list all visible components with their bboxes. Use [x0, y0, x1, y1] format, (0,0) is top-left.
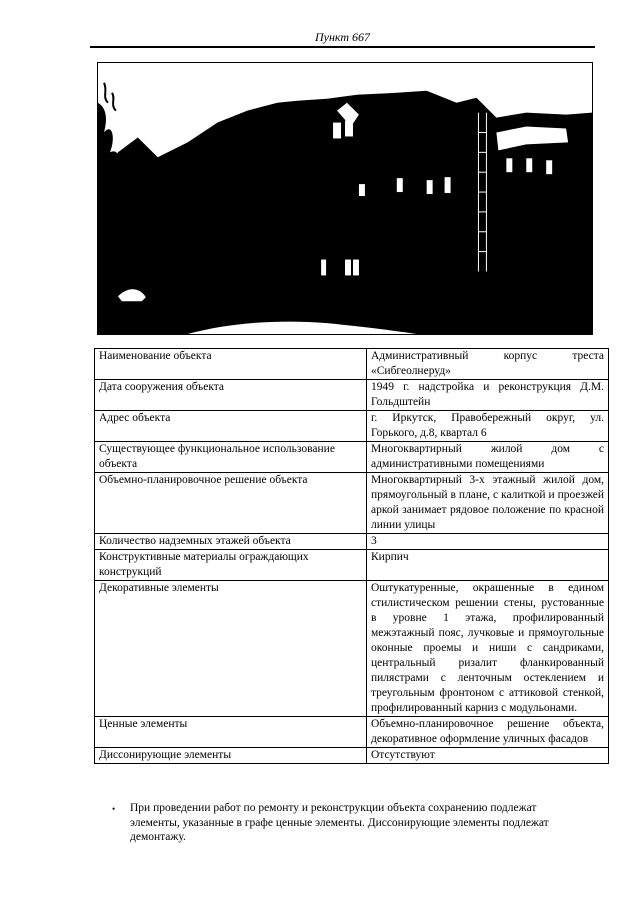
row-label: Ценные элементы	[95, 717, 367, 748]
row-value: Отсутствуют	[367, 748, 609, 764]
row-label: Объемно-планировочное решение объекта	[95, 473, 367, 534]
table-row	[95, 442, 609, 473]
table-row	[95, 349, 609, 380]
table-row	[95, 411, 609, 442]
row-label: Адрес объекта	[95, 411, 367, 442]
row-label: Конструктивные материалы ограждающих конструкций	[95, 550, 367, 581]
table-row	[95, 748, 609, 764]
row-value: Многоквартирный 3-х этажный жилой дом, прямоугольный в плане, с калиткой и проезжей аркой занимает рядовое положение по красной линии улицы	[367, 473, 609, 534]
building-photo	[97, 62, 593, 335]
table-row	[95, 550, 609, 581]
row-value: 1949 г. надстройка и реконструкция Д.М. Гольдштейн	[367, 380, 609, 411]
object-passport-table	[94, 348, 609, 764]
table-row	[95, 717, 609, 748]
row-value: Оштукатуренные, окрашенные в едином стилистическом решении стены, рустованные в уровне 1 этажа, профилированный межэтажный пояс, лучковые и прямоугольные оконные проемы и ниши с сандриками, центральный ризалит фланкированный пилястрами с ленточным остеклением и треугольным фронтоном с аттиковой стенкой, профилированный карниз с модульонами.	[367, 581, 609, 717]
header-divider	[90, 46, 595, 48]
bullet-icon: •	[112, 804, 116, 814]
row-label: Количество надземных этажей объекта	[95, 534, 367, 550]
table-row	[95, 581, 609, 717]
row-value: Кирпич	[367, 550, 609, 581]
table-row	[95, 534, 609, 550]
table-row	[95, 473, 609, 534]
row-label: Декоративные элементы	[95, 581, 367, 717]
row-label: Диссонирующие элементы	[95, 748, 367, 764]
table-row	[95, 380, 609, 411]
row-label: Дата сооружения объекта	[95, 380, 367, 411]
row-value: Административный корпус треста «Сибгеолнеруд»	[367, 349, 609, 380]
row-value: Объемно-планировочное решение объекта, декоративное оформление уличных фасадов	[367, 717, 609, 748]
row-label: Существующее функциональное использование объекта	[95, 442, 367, 473]
preservation-note	[94, 801, 614, 845]
building-photo-icon	[98, 63, 592, 334]
note-text: При проведении работ по ремонту и реконструкции объекта сохранению подлежат элементы, указанные в графе ценные элементы. Диссонирующие элементы подлежат демонтажу.	[130, 802, 549, 843]
row-value: Многоквартирный жилой дом с административными помещениями	[367, 442, 609, 473]
page-title: Пункт 667	[314, 30, 371, 44]
row-value: г. Иркутск, Правобережный округ, ул. Горького, д.8, квартал 6	[367, 411, 609, 442]
row-label: Наименование объекта	[95, 349, 367, 380]
row-value: 3	[367, 534, 609, 550]
